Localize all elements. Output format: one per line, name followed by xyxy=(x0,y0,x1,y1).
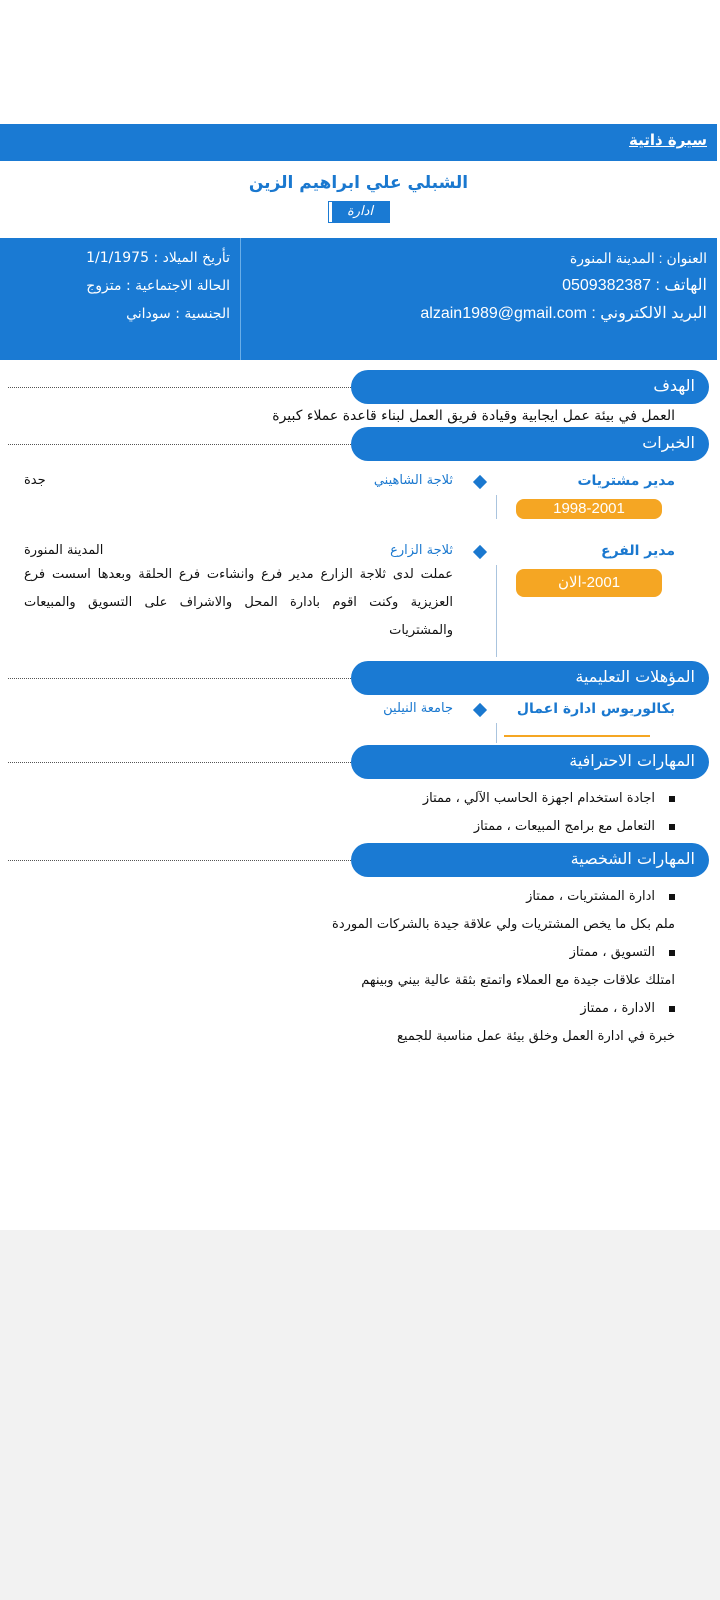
objective-heading: الهدف xyxy=(351,370,709,404)
job-city: جدة xyxy=(24,473,46,488)
job-description: عملت لدى ثلاجة الزارع مدير فرع وانشاءت فرع الحلقة وبعدها اسست فرع العزيزية وكنت اقوم بادارة المحل والاشراف على التسويق والمبيعات والمشتريات xyxy=(24,567,453,638)
section-divider xyxy=(8,387,367,388)
personal-skills-section-header xyxy=(0,843,717,877)
diamond-icon xyxy=(473,545,487,559)
bullet-icon xyxy=(669,1006,675,1012)
section-divider xyxy=(8,762,367,763)
resume-title-bar xyxy=(0,124,717,161)
experience-item xyxy=(0,531,717,661)
period-badge: 1998-2001 xyxy=(516,499,662,519)
skill-text: التسويق ، ممتاز xyxy=(569,945,655,960)
name-block xyxy=(0,161,717,238)
job-city: المدينة المنورة xyxy=(24,543,104,558)
birthdate-line: تأريخ الميلاد : 1/1/1975 xyxy=(86,250,230,266)
diamond-icon xyxy=(473,475,487,489)
list-item xyxy=(0,939,675,967)
degree-title: بكالوريوس ادارة اعمال xyxy=(516,701,675,717)
address-line: العنوان : المدينة المنورة xyxy=(569,250,707,266)
department-badge: ادارة xyxy=(329,202,389,222)
section-divider xyxy=(8,860,367,861)
job-title: مدير الفرع xyxy=(601,543,675,559)
skill-text: التعامل مع برامج المبيعات ، ممتاز xyxy=(473,819,655,834)
list-item xyxy=(0,813,675,841)
timeline-line xyxy=(496,723,497,743)
list-item xyxy=(0,785,675,813)
list-item xyxy=(0,995,675,1023)
section-divider xyxy=(8,444,367,445)
phone-line: الهاتف : 0509382387 xyxy=(562,277,707,294)
bullet-icon xyxy=(669,796,675,802)
professional-skills-list xyxy=(0,779,717,841)
bullet-icon xyxy=(669,824,675,830)
bullet-icon xyxy=(669,950,675,956)
professional-skills-section-header xyxy=(0,745,717,779)
personal-info-panel xyxy=(0,238,717,360)
experience-item xyxy=(0,461,717,531)
list-item xyxy=(0,883,675,911)
personal-skills-heading: المهارات الشخصية xyxy=(351,843,709,877)
section-divider xyxy=(8,678,367,679)
skill-text: الادارة ، ممتاز xyxy=(580,1001,655,1016)
nationality-line: الجنسية : سوداني xyxy=(126,306,230,322)
skill-note: ملم بكل ما يخص المشتريات ولي علاقة جيدة بالشركات الموردة xyxy=(332,917,675,932)
contact-column xyxy=(240,238,717,360)
objective-section-header xyxy=(0,370,717,404)
education-section-header xyxy=(0,661,717,695)
resume xyxy=(0,124,717,1051)
company-name: ثلاجة الشاهيني xyxy=(373,473,453,488)
diamond-icon xyxy=(473,703,487,717)
skill-text: اجادة استخدام اجهزة الحاسب الآلي ، ممتاز xyxy=(422,791,655,806)
objective-text: العمل في بيئة عمل ايجابية وقيادة فريق العمل لبناء قاعدة عملاء كبيرة xyxy=(272,408,675,424)
marital-status-line: الحالة الاجتماعية : متزوج xyxy=(86,278,230,294)
job-title: مدير مشتريات xyxy=(577,473,675,489)
email-line: البريد الالكتروني : alzain1989@gmail.com xyxy=(420,305,707,322)
resume-title: سيرة ذاتية xyxy=(629,131,707,149)
person-name: الشبلي علي ابراهيم الزين xyxy=(248,173,469,193)
skill-text: ادارة المشتريات ، ممتاز xyxy=(526,889,655,904)
personal-skills-list xyxy=(0,877,717,1051)
education-heading: المؤهلات التعليمية xyxy=(351,661,709,695)
skill-note: امتلك علاقات جيدة مع العملاء واتمتع بثقة عالية بيني وبينهم xyxy=(361,973,675,988)
company-name: ثلاجة الزارع xyxy=(390,543,453,558)
timeline-line xyxy=(496,565,497,657)
experience-heading: الخبرات xyxy=(351,427,709,461)
period-underline xyxy=(504,735,650,737)
bullet-icon xyxy=(669,894,675,900)
personal-column xyxy=(0,238,240,360)
experience-section-header xyxy=(0,427,717,461)
professional-skills-heading: المهارات الاحترافية xyxy=(351,745,709,779)
skill-note: خبرة في ادارة العمل وخلق بيئة عمل مناسبة للجميع xyxy=(396,1029,675,1044)
period-badge: 2001-الان xyxy=(516,569,662,597)
timeline-line xyxy=(496,495,497,519)
institution-name: جامعة النيلين xyxy=(383,701,453,716)
